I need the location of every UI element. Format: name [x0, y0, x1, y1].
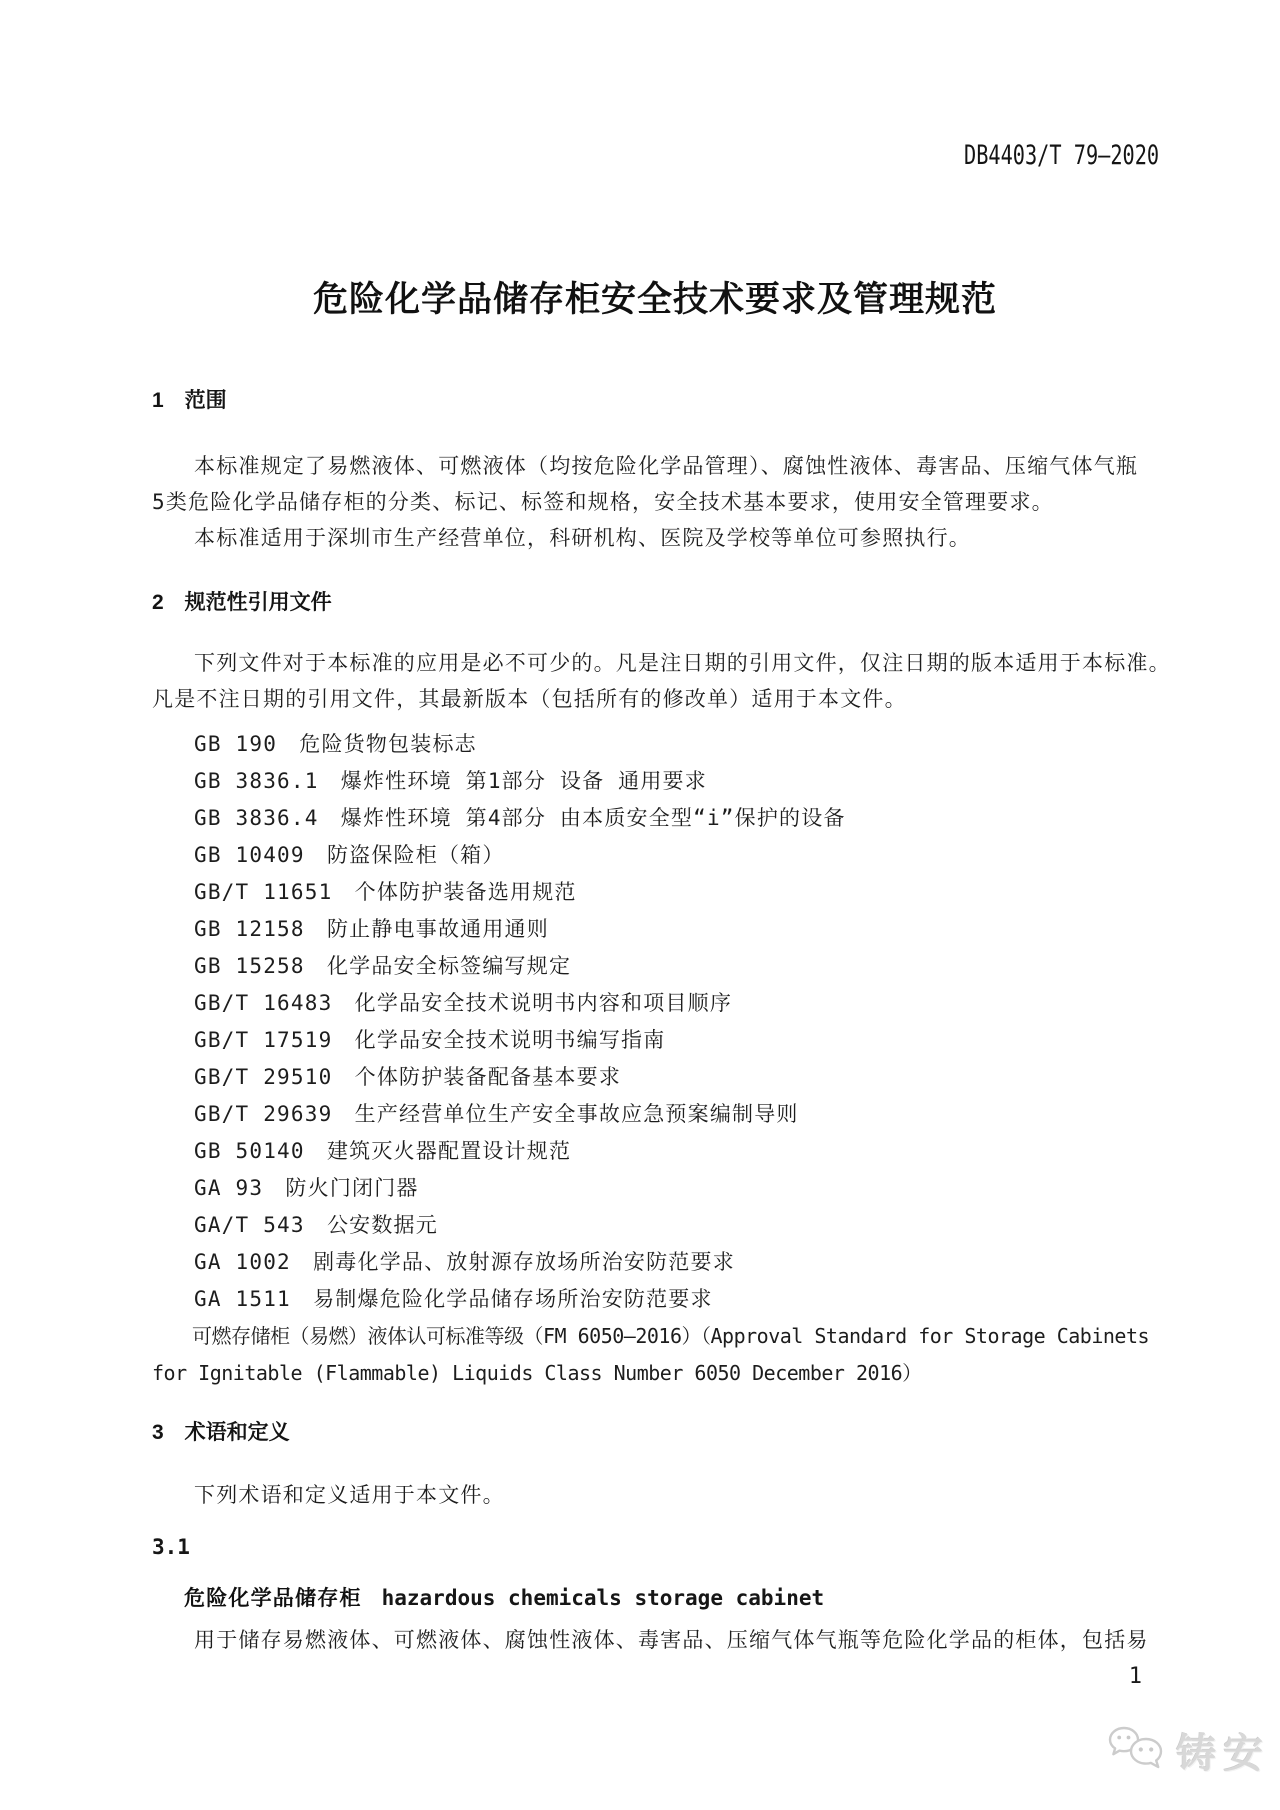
- term-definition: 用于储存易燃液体、可燃液体、腐蚀性液体、毒害品、压缩气体气瓶等危险化学品的柜体，包括易: [194, 1628, 1149, 1652]
- reference-item: GB/T 29639 生产经营单位生产安全事故应急预案编制导则: [194, 1102, 799, 1126]
- scope-paragraph-2: [152, 520, 1158, 556]
- term-line: [152, 1580, 1158, 1618]
- scope-text: [152, 448, 1158, 556]
- reference-item: GB/T 29510 个体防护装备配备基本要求: [194, 1065, 622, 1089]
- reference-item: GB 3836.1 爆炸性环境 第1部分 设备 通用要求: [194, 769, 707, 793]
- reference-item: GB/T 11651 个体防护装备选用规范: [194, 880, 577, 904]
- reference-item: GB/T 16483 化学品安全技术说明书内容和项目顺序: [194, 991, 733, 1015]
- reference-item: for Ignitable (Flammable) Liquids Class Number 6050 December 2016）: [152, 1361, 922, 1385]
- page-number: 1: [1128, 1664, 1142, 1689]
- reference-item: GB 190 危险货物包装标志: [194, 732, 477, 756]
- reference-item: GB 10409 防盗保险柜（箱）: [194, 843, 505, 867]
- watermark: [1106, 1722, 1270, 1779]
- fm-reference: [152, 1318, 1158, 1392]
- references-block: [152, 726, 1158, 1392]
- reference-item: GB 15258 化学品安全标签编写规定: [194, 954, 572, 978]
- text-line: 下列文件对于本标准的应用是必不可少的。凡是注日期的引用文件，仅注日期的版本适用于本标准。: [194, 651, 1171, 675]
- terms-intro: 下列术语和定义适用于本文件。: [194, 1483, 505, 1507]
- standard-code: DB4403/T 79—2020: [963, 140, 1159, 171]
- text-line: 本标准规定了易燃液体、可燃液体（均按危险化学品管理）、腐蚀性液体、毒害品、压缩气体气瓶: [194, 454, 1139, 478]
- section-1-heading: 1 范围: [152, 389, 227, 412]
- reference-item: GB 50140 建筑灭火器配置设计规范: [194, 1139, 572, 1163]
- reference-item: GA 93 防火门闭门器: [194, 1176, 419, 1200]
- watermark-text: 铸安: [1176, 1732, 1270, 1776]
- text-line: 5类危险化学品储存柜的分类、标记、标签和规格，安全技术基本要求，使用安全管理要求。: [152, 490, 1054, 514]
- reference-item: GB/T 17519 化学品安全技术说明书编写指南: [194, 1028, 666, 1052]
- reference-item: GA 1002 剧毒化学品、放射源存放场所治安防范要求: [194, 1250, 735, 1274]
- reference-list: [152, 726, 1158, 1318]
- text-line: 本标准适用于深圳市生产经营单位，科研机构、医院及学校等单位可参照执行。: [194, 526, 971, 550]
- reference-item: GA 1511 易制爆危险化学品储存场所治安防范要求: [194, 1287, 713, 1311]
- document-title: 危险化学品储存柜安全技术要求及管理规范: [312, 280, 997, 319]
- section-3-heading: 3 术语和定义: [152, 1421, 290, 1444]
- section-2-heading: 2 规范性引用文件: [152, 591, 332, 614]
- reference-item: 可燃存储柜（易燃）液体认可标准等级（FM 6050—2016）（Approval Standard for Storage Cabinets: [192, 1324, 1150, 1348]
- text-line: 凡是不注日期的引用文件，其最新版本（包括所有的修改单）适用于本文件。: [152, 687, 907, 711]
- scope-paragraph-1: [152, 448, 1158, 520]
- wechat-icon: [1106, 1724, 1168, 1778]
- references-intro: [152, 645, 1171, 717]
- reference-item: GA/T 543 公安数据元: [194, 1213, 438, 1237]
- term-name-cn: 危险化学品储存柜: [184, 1587, 362, 1610]
- reference-item: GB 3836.4 爆炸性环境 第4部分 由本质安全型“i”保护的设备: [194, 806, 846, 830]
- reference-item: GB 12158 防止静电事故通用通则: [194, 917, 549, 941]
- term-name-en: hazardous chemicals storage cabinet: [381, 1586, 825, 1610]
- clause-number: 3.1: [152, 1535, 190, 1559]
